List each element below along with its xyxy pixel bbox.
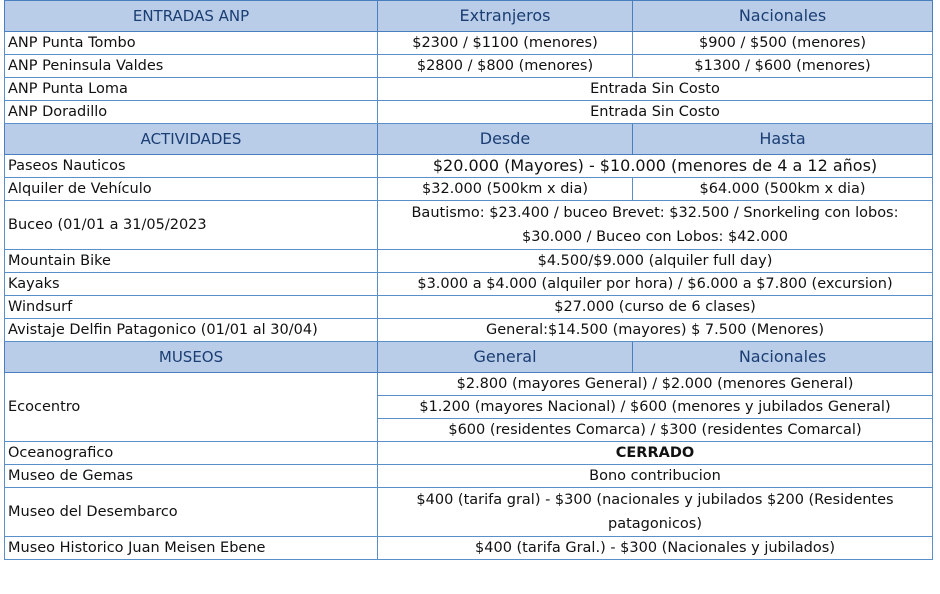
row-label: Museo de Gemas bbox=[5, 465, 378, 488]
table-row bbox=[5, 537, 933, 560]
row-label: Ecocentro bbox=[5, 373, 378, 442]
price-table bbox=[4, 0, 933, 560]
museos-col-general: General bbox=[378, 342, 633, 373]
price-cell: $4.500/$9.000 (alquiler full day) bbox=[378, 250, 933, 273]
price-cell: Bautismo: $23.400 / buceo Brevet: $32.500 / Snorkeling con lobos: $30.000 / Buceo con Lobos: $42.000 bbox=[378, 201, 933, 250]
row-label: Windsurf bbox=[5, 296, 378, 319]
table-row bbox=[5, 488, 933, 537]
price-cell: $900 / $500 (menores) bbox=[633, 32, 933, 55]
row-label: Paseos Nauticos bbox=[5, 155, 378, 178]
table-row bbox=[5, 296, 933, 319]
actividades-header-row bbox=[5, 124, 933, 155]
table-row bbox=[5, 319, 933, 342]
row-label: ANP Doradillo bbox=[5, 101, 378, 124]
row-label: Museo Historico Juan Meisen Ebene bbox=[5, 537, 378, 560]
table-row bbox=[5, 273, 933, 296]
row-label: Oceanografico bbox=[5, 442, 378, 465]
price-cell: Entrada Sin Costo bbox=[378, 78, 933, 101]
museos-col-nacionales: Nacionales bbox=[633, 342, 933, 373]
row-label: Alquiler de Vehículo bbox=[5, 178, 378, 201]
price-cell: $32.000 (500km x dia) bbox=[378, 178, 633, 201]
price-cell: $1.200 (mayores Nacional) / $600 (menores y jubilados General) bbox=[378, 396, 933, 419]
table-row bbox=[5, 250, 933, 273]
table-row bbox=[5, 442, 933, 465]
actividades-col-desde: Desde bbox=[378, 124, 633, 155]
price-cell: $2800 / $800 (menores) bbox=[378, 55, 633, 78]
row-label: Mountain Bike bbox=[5, 250, 378, 273]
table-row bbox=[5, 373, 933, 396]
row-label: Museo del Desembarco bbox=[5, 488, 378, 537]
status-cell: CERRADO bbox=[378, 442, 933, 465]
table-row bbox=[5, 155, 933, 178]
price-cell: $27.000 (curso de 6 clases) bbox=[378, 296, 933, 319]
row-label: ANP Punta Loma bbox=[5, 78, 378, 101]
price-cell: Bono contribucion bbox=[378, 465, 933, 488]
price-cell: $400 (tarifa Gral.) - $300 (Nacionales y jubilados) bbox=[378, 537, 933, 560]
row-label: Kayaks bbox=[5, 273, 378, 296]
price-cell: $20.000 (Mayores) - $10.000 (menores de 4 a 12 años) bbox=[378, 155, 933, 178]
price-cell: $1300 / $600 (menores) bbox=[633, 55, 933, 78]
anp-col-extranjeros: Extranjeros bbox=[378, 1, 633, 32]
anp-col-nacionales: Nacionales bbox=[633, 1, 933, 32]
table-row bbox=[5, 465, 933, 488]
table-row bbox=[5, 32, 933, 55]
anp-section-title: ENTRADAS ANP bbox=[5, 1, 378, 32]
actividades-col-hasta: Hasta bbox=[633, 124, 933, 155]
table-row bbox=[5, 55, 933, 78]
anp-header-row bbox=[5, 1, 933, 32]
price-cell: $2300 / $1100 (menores) bbox=[378, 32, 633, 55]
table-row bbox=[5, 201, 933, 250]
price-cell: $3.000 a $4.000 (alquiler por hora) / $6.000 a $7.800 (excursion) bbox=[378, 273, 933, 296]
museos-header-row bbox=[5, 342, 933, 373]
table-row bbox=[5, 101, 933, 124]
row-label: ANP Punta Tombo bbox=[5, 32, 378, 55]
price-cell: $2.800 (mayores General) / $2.000 (menores General) bbox=[378, 373, 933, 396]
row-label: ANP Peninsula Valdes bbox=[5, 55, 378, 78]
row-label: Avistaje Delfin Patagonico (01/01 al 30/04) bbox=[5, 319, 378, 342]
price-cell: $600 (residentes Comarca) / $300 (residentes Comarcal) bbox=[378, 419, 933, 442]
museos-section-title: MUSEOS bbox=[5, 342, 378, 373]
price-cell: $400 (tarifa gral) - $300 (nacionales y jubilados $200 (Residentes patagonicos) bbox=[378, 488, 933, 537]
table-row bbox=[5, 78, 933, 101]
actividades-section-title: ACTIVIDADES bbox=[5, 124, 378, 155]
row-label: Buceo (01/01 a 31/05/2023 bbox=[5, 201, 378, 250]
price-cell: General:$14.500 (mayores) $ 7.500 (Menores) bbox=[378, 319, 933, 342]
price-cell: $64.000 (500km x dia) bbox=[633, 178, 933, 201]
table-row bbox=[5, 178, 933, 201]
price-cell: Entrada Sin Costo bbox=[378, 101, 933, 124]
